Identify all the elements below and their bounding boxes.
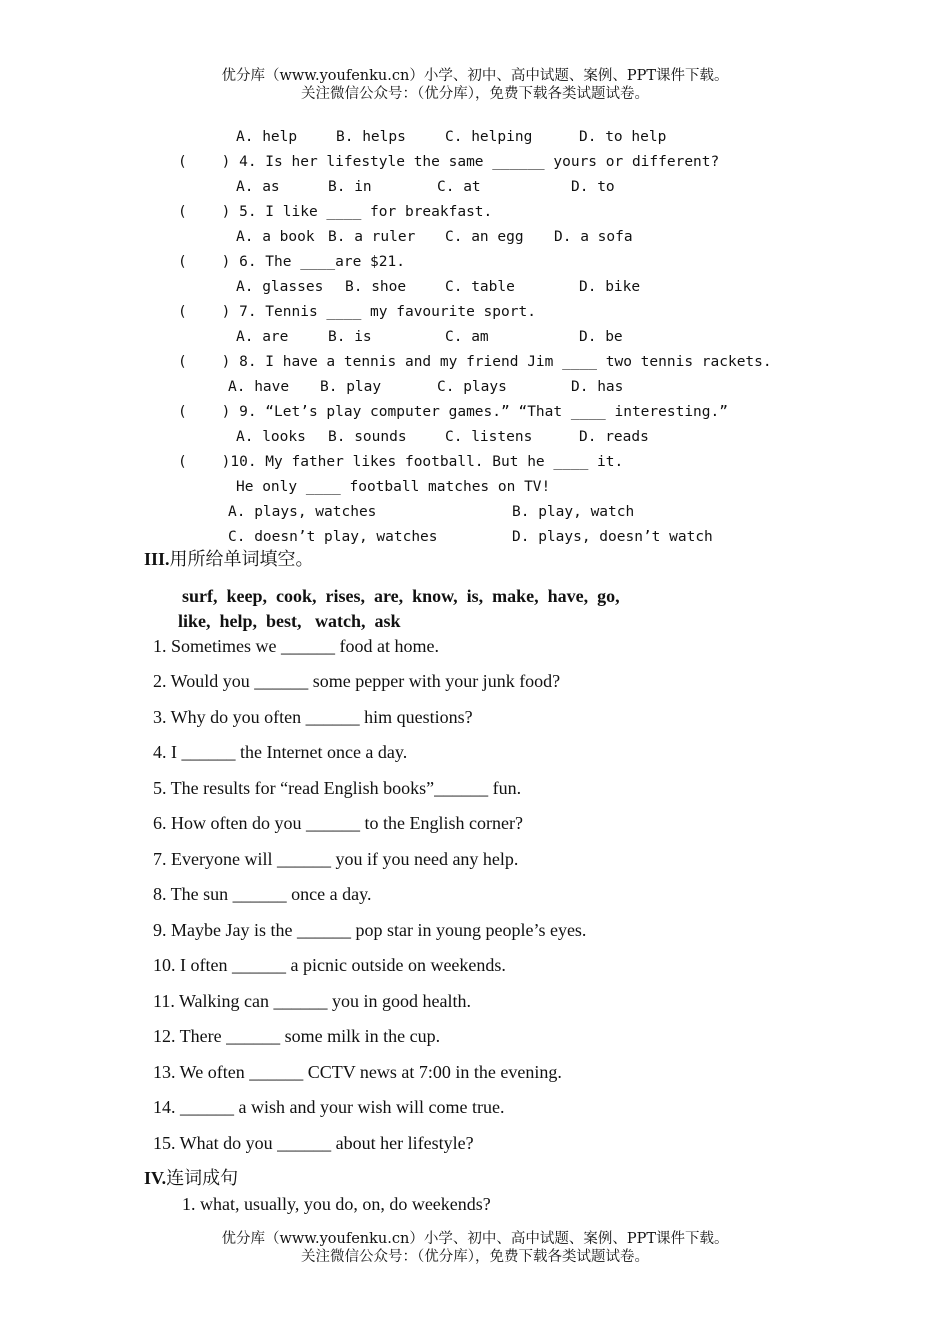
section-title: 用所给单词填空。 [169, 549, 314, 569]
list-item: 12. There ______ some milk in the cup. [153, 1026, 441, 1046]
list-item: 13. We often ______ CCTV news at 7:00 in the evening. [153, 1062, 562, 1082]
question-stem: ( )10. My father likes football. But he ____ it. [178, 454, 624, 470]
list-item: 4. I ______ the Internet once a day. [153, 742, 408, 762]
option-a: A. glasses [236, 279, 324, 295]
option-c: C. plays [437, 379, 507, 395]
option-c: C. doesn’t play, watches [228, 529, 438, 545]
section-4-heading [144, 1167, 238, 1189]
list-item: 5. The results for “read English books”______ fun. [153, 778, 522, 798]
option-d: D. plays, doesn’t watch [512, 529, 713, 545]
section-number: IV. [144, 1168, 167, 1188]
section-title: 连词成句 [166, 1168, 239, 1188]
footer-line-2: 关注微信公众号：（优分库），免费下载各类试题试卷。 [301, 1249, 649, 1265]
option-a: A. help [236, 129, 298, 145]
option-b: B. is [328, 329, 372, 345]
header-line-2: 关注微信公众号：（优分库），免费下载各类试题试卷。 [301, 86, 649, 102]
option-a: A. as [236, 179, 280, 195]
option-d: D. to [571, 179, 615, 195]
page-footer [0, 1230, 950, 1266]
list-item: 7. Everyone will ______ you if you need any help. [153, 849, 519, 869]
page-header [0, 67, 950, 103]
footer-line-1: 优分库（www.youfenku.cn）小学、初中、高中试题、案例、PPT课件下载。 [221, 1231, 729, 1247]
list-item: 3. Why do you often ______ him questions? [153, 707, 473, 727]
list-item: 1. what, usually, you do, on, do weekends? [182, 1194, 491, 1214]
option-b: B. shoe [345, 279, 407, 295]
list-item: 2. Would you ______ some pepper with your junk food? [153, 671, 561, 691]
option-c: C. am [445, 329, 489, 345]
option-d: D. has [571, 379, 624, 395]
question-stem: ( ) 7. Tennis ____ my favourite sport. [178, 304, 536, 320]
option-d: D. bike [579, 279, 641, 295]
option-c: C. at [437, 179, 481, 195]
list-item: 9. Maybe Jay is the ______ pop star in young people’s eyes. [153, 920, 587, 940]
question-stem: ( ) 5. I like ____ for breakfast. [178, 204, 493, 220]
option-a: A. a book [236, 229, 315, 245]
option-c: C. listens [445, 429, 533, 445]
option-a: A. looks [236, 429, 306, 445]
question-stem-continued: He only ____ football matches on TV! [236, 479, 551, 495]
option-a: A. are [236, 329, 289, 345]
question-stem: ( ) 8. I have a tennis and my friend Jim ____ two tennis rackets. [178, 354, 772, 370]
option-b: B. sounds [328, 429, 407, 445]
question-stem: ( ) 4. Is her lifestyle the same ______ yours or different? [178, 154, 720, 170]
option-c: C. table [445, 279, 515, 295]
option-b: B. in [328, 179, 372, 195]
header-line-1: 优分库（www.youfenku.cn）小学、初中、高中试题、案例、PPT课件下载。 [221, 68, 729, 84]
list-item: 1. Sometimes we ______ food at home. [153, 636, 439, 656]
option-b: B. helps [336, 129, 406, 145]
list-item: 10. I often ______ a picnic outside on weekends. [153, 955, 506, 975]
list-item: 14. ______ a wish and your wish will come true. [153, 1097, 505, 1117]
option-d: D. to help [579, 129, 667, 145]
option-a: A. have [228, 379, 290, 395]
question-stem: ( ) 9. “Let’s play computer games.” “That ____ interesting.” [178, 404, 728, 420]
section-3-heading [144, 548, 314, 570]
option-b: B. play, watch [512, 504, 635, 520]
option-c: C. helping [445, 129, 533, 145]
option-a: A. plays, watches [228, 504, 377, 520]
option-d: D. be [579, 329, 623, 345]
option-d: D. reads [579, 429, 649, 445]
list-item: 11. Walking can ______ you in good health. [153, 991, 472, 1011]
list-item: 6. How often do you ______ to the English corner? [153, 813, 523, 833]
list-item: 15. What do you ______ about her lifestyle? [153, 1133, 474, 1153]
word-bank-line-2: like, help, best, watch, ask [178, 611, 401, 631]
option-b: B. play [320, 379, 382, 395]
question-stem: ( ) 6. The ____are $21. [178, 254, 405, 270]
option-b: B. a ruler [328, 229, 416, 245]
section-number: III. [144, 549, 170, 569]
option-c: C. an egg [445, 229, 524, 245]
option-d: D. a sofa [554, 229, 633, 245]
list-item: 8. The sun ______ once a day. [153, 884, 372, 904]
word-bank-line-1: surf, keep, cook, rises, are, know, is, make, have, go, [182, 586, 620, 606]
